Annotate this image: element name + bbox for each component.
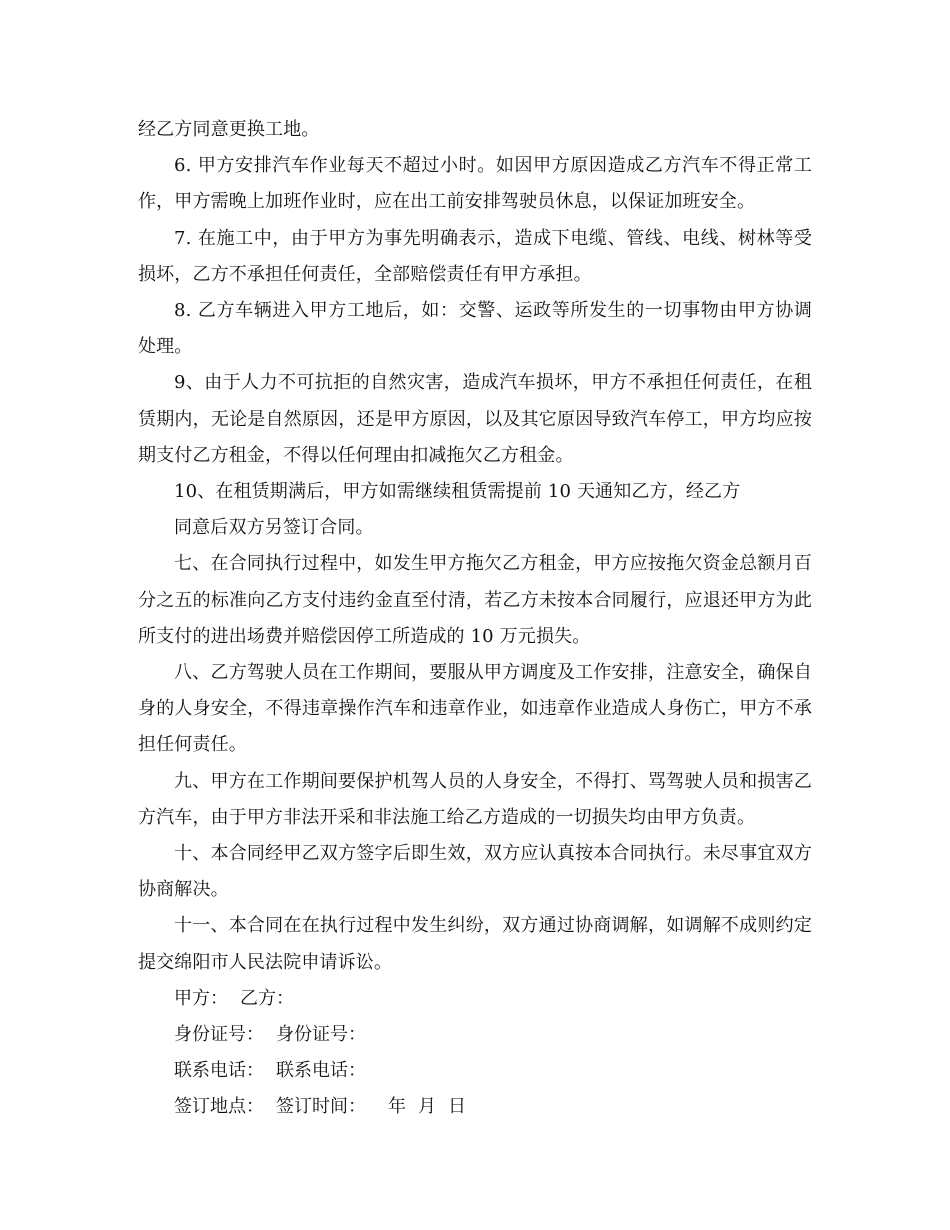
clause-7: 7. 在施工中，由于甲方为事先明确表示，造成下电缆、管线、电线、树林等受损坏，乙方不承担任何责任，全部赔偿责任有甲方承担。: [138, 227, 812, 285]
article-9: 九、甲方在工作期间要保护机驾人员的人身安全，不得打、骂驾驶人员和损害乙方汽车，由于甲方非法开采和非法施工给乙方造成的一切损失均由甲方负责。: [138, 770, 812, 828]
party-b-label: 乙方：: [240, 987, 294, 1009]
year-label: 年: [388, 1096, 406, 1118]
signature-place-time-line: [138, 1089, 812, 1125]
party-a-label: 甲方：: [174, 987, 228, 1009]
phone-b-label: 联系电话：: [276, 1060, 366, 1082]
id-b-label: 身份证号：: [276, 1024, 366, 1046]
clause-8: 8. 乙方车辆进入甲方工地后，如：交警、运政等所发生的一切事物由甲方协调处理。: [138, 300, 812, 358]
place-label: 签订地点：: [174, 1096, 264, 1118]
signature-parties-line: [138, 981, 812, 1017]
month-label: 月: [418, 1096, 436, 1118]
signature-phone-line: [138, 1053, 812, 1089]
article-7: 七、在合同执行过程中，如发生甲方拖欠乙方租金，甲方应按拖欠资金总额月百分之五的标准向乙方支付违约金直至付清，若乙方未按本合同履行，应退还甲方为此所支付的进出场费并赔偿因停工所造成的 10 万元损失。: [138, 553, 812, 647]
article-8: 八、乙方驾驶人员在工作期间，要服从甲方调度及工作安排，注意安全，确保自身的人身安全，不得违章操作汽车和违章作业，如违章作业造成人身伤亡，甲方不承担任何责任。: [138, 662, 812, 756]
document-body: [138, 112, 812, 1126]
article-10: 十、本合同经甲乙双方签字后即生效，双方应认真按本合同执行。未尽事宜双方协商解决。: [138, 843, 812, 901]
clause-9: 9、由于人力不可抗拒的自然灾害，造成汽车损坏，甲方不承担任何责任，在租赁期内，无论是自然原因，还是甲方原因，以及其它原因导致汽车停工，甲方均应按期支付乙方租金，不得以任何理由扣减拖欠乙方租金。: [138, 372, 812, 466]
article-11: 十一、本合同在在执行过程中发生纠纷，双方通过协商调解，如调解不成则约定提交绵阳市人民法院申请诉讼。: [138, 915, 812, 973]
id-a-label: 身份证号：: [174, 1024, 264, 1046]
clause-6: 6. 甲方安排汽车作业每天不超过小时。如因甲方原因造成乙方汽车不得正常工作，甲方需晚上加班作业时，应在出工前安排驾驶员休息，以保证加班安全。: [138, 155, 812, 213]
signature-id-line: [138, 1017, 812, 1053]
day-label: 日: [448, 1096, 466, 1118]
paragraph-continuation: 经乙方同意更换工地。: [138, 119, 320, 140]
phone-a-label: 联系电话：: [174, 1060, 264, 1082]
clause-10-line-2: 同意后双方另签订合同。: [174, 517, 374, 539]
clause-10-line-1: 10、在租赁期满后，甲方如需继续租赁需提前 10 天通知乙方，经乙方: [174, 481, 741, 503]
time-label: 签订时间：: [276, 1096, 366, 1118]
